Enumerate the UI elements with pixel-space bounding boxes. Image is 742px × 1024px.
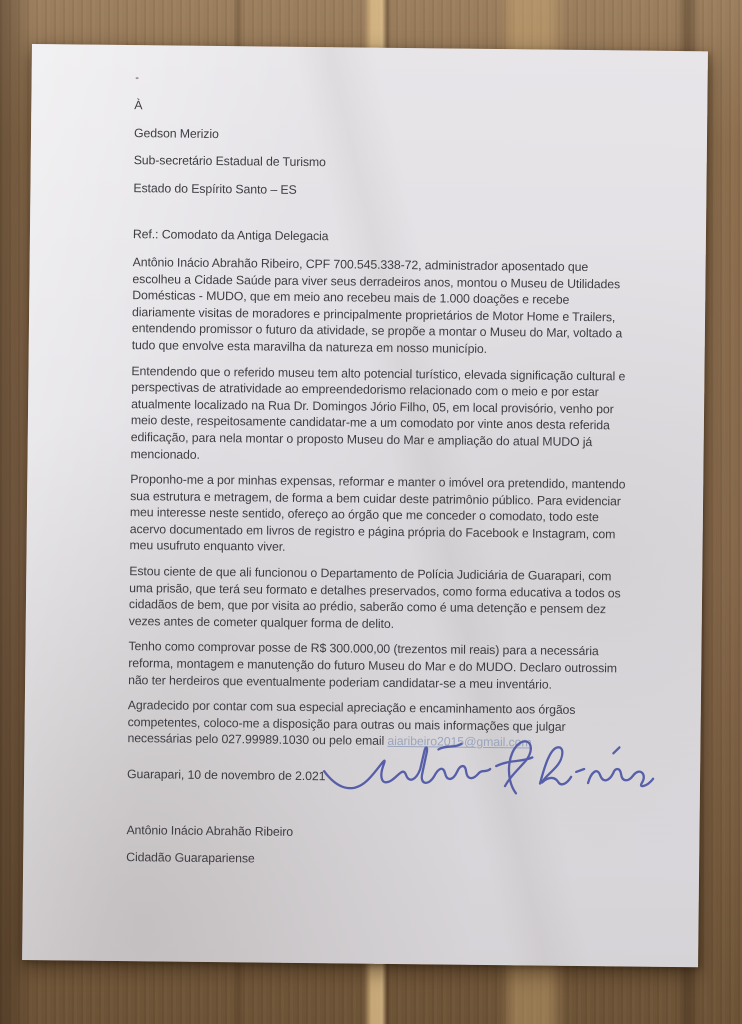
body-paragraph-5: Tenho como comprovar posse de R$ 300.000,00 (trezentos mil reais) para a necessária reforma, montagem e manutenção do futuro Museu do Mar e do MUDO. Declaro outrossim não ter herdeiros que eventualmente poderiam candidatar-se a meu inventário. — [128, 639, 618, 692]
body-paragraph-1: Antônio Inácio Abrahão Ribeiro, CPF 700.545.338-72, administrador aposentado que escolheu a Cidade Saúde para viver seus derradeiros anos, montou o Museu de Utilidades Domésticas - MUDO, que em meio ano recebeu mais de 1.000 doações e recebe diariamente visitas de moradores e principalmente proprietários de Motor Home e Trailers, entendendo promissor o futuro da atividade, se propõe a montar o Museu do Mar, voltado a tudo que envolve esta maravilha da natureza em nosso município. — [131, 255, 623, 356]
body-paragraph-2: Entendendo que o referido museu tem alto potencial turístico, elevada significação cultural e perspectivas de atratividade ao empreendedorismo relacionado com o meio e por estar atualmente localizado na Rua Dr. Domingos Jório Filho, 05, em local provisório, venho por meio deste, respeitosamente candidatar-me a um comodato por vinte anos desta referida edificação, para nela montar o proposto Museu do Mar e ampliação do atual MUDO já mencionado. — [130, 363, 626, 462]
salutation-line: À — [134, 98, 143, 113]
closing-paragraph — [127, 697, 631, 752]
recipient-name-line: Gedson Merizio — [133, 125, 219, 141]
body-paragraph-3: Proponho-me a por minhas expensas, reformar e manter o imóvel ora pretendido, mantendo sua estrutura e metragem, de forma a bem cuidar deste patrimônio público. Para evidenciar meu interesse neste sentido, ofereço ao órgão que me conceder o comodato, todo este acervo documentado em livros de registro e página própria do Facebook e Instagram, com meu usufruto enquanto viver. — [129, 472, 626, 555]
body-paragraph-4: Estou ciente de que ali funcionou o Departamento de Polícia Judiciária de Guarapari, com uma prisão, que terá seu formato e detalhes preservados, como forma educativa a todos os cidadãos de bem, que por visita ao prédio, saberão como é uma detenção e pensem dez vezes antes de cometer qualquer forma de delito. — [128, 564, 621, 631]
email-link-text: aiaribeiro2015@gmail.com — [387, 734, 532, 750]
closing-text: Agradecido por contar com sua especial apreciação e encaminhamento aos órgãos competentes, coloco-me a disposição para outras ou mais informações que julgar necessárias pelo 027.99989.1030 ou pelo email — [127, 698, 576, 749]
reference-line: Ref.: Comodato da Antiga Delegacia — [132, 227, 329, 244]
sender-name-line: Antônio Inácio Abrahão Ribeiro — [126, 822, 294, 839]
letter-paper — [22, 44, 708, 967]
recipient-title-line: Sub-secretário Estadual de Turismo — [133, 153, 326, 170]
date-line: Guarapari, 10 de novembro de 2.021 — [127, 767, 326, 784]
letter-content — [126, 45, 638, 882]
sender-title-line: Cidadão Guarapariense — [126, 850, 255, 866]
recipient-state-line: Estado do Espírito Santo – ES — [133, 180, 297, 197]
